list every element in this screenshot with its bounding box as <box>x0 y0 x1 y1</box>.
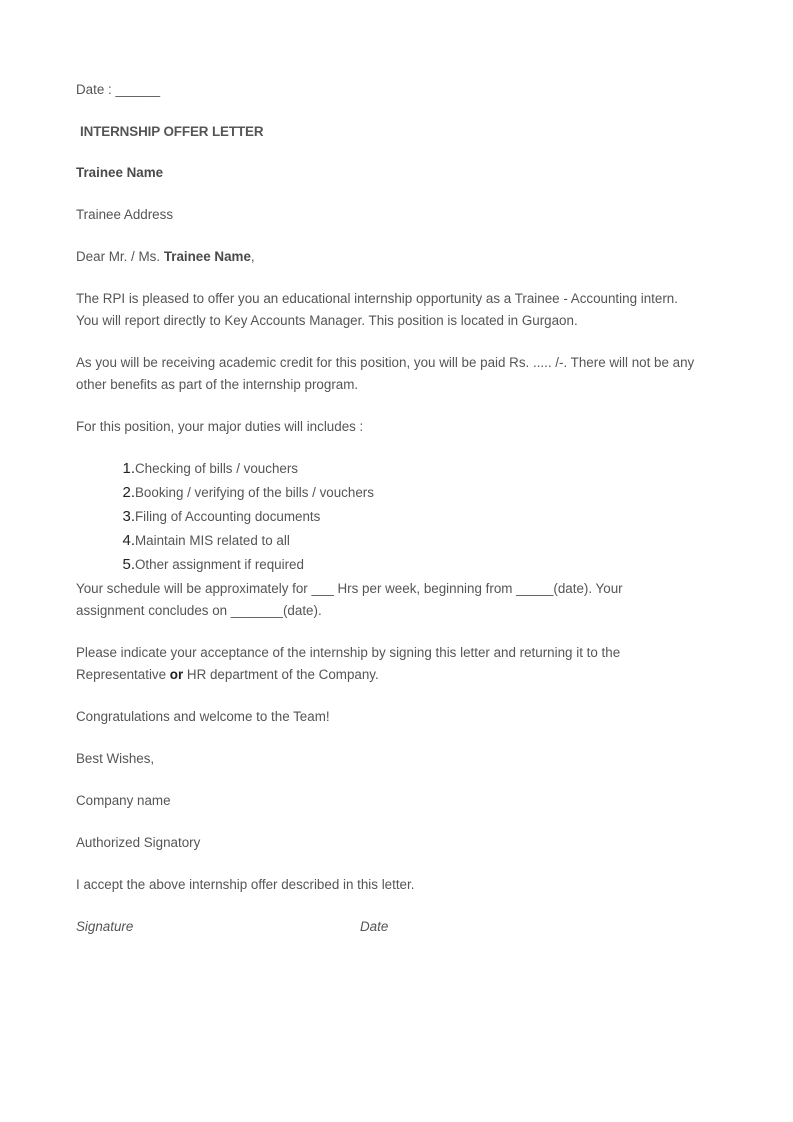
list-item-number: 5. <box>122 556 135 573</box>
date-line: Date : ______ <box>76 82 161 97</box>
acceptance-instruction-line: Please indicate your acceptance of the internship by signing this letter and returning it to the <box>76 645 621 660</box>
acceptance-or: or <box>169 667 184 682</box>
list-item-text: Maintain MIS related to all <box>135 533 290 548</box>
list-item <box>121 482 374 504</box>
list-item-number: 2. <box>122 484 135 501</box>
salutation <box>76 246 255 268</box>
acceptance-statement: I accept the above internship offer described in this letter. <box>76 877 415 892</box>
date-label: Date <box>360 919 389 934</box>
trainee-name: Trainee Name <box>76 165 164 180</box>
list-item-text: Checking of bills / vouchers <box>135 461 298 476</box>
congratulations: Congratulations and welcome to the Team! <box>76 709 330 724</box>
acceptance-text: Representative <box>76 667 170 682</box>
list-item <box>121 554 304 576</box>
list-item-number: 4. <box>122 532 135 549</box>
acceptance-text: HR department of the Company. <box>183 667 379 682</box>
authorized-signatory: Authorized Signatory <box>76 835 201 850</box>
list-item-text: Other assignment if required <box>135 557 304 572</box>
closing: Best Wishes, <box>76 751 155 766</box>
trainee-address: Trainee Address <box>76 207 174 222</box>
paragraph-credit-line: other benefits as part of the internship program. <box>76 377 359 392</box>
acceptance-instruction-line <box>76 664 379 686</box>
company-name: Company name <box>76 793 171 808</box>
duties-intro: For this position, your major duties will includes : <box>76 419 364 434</box>
list-item-text: Booking / verifying of the bills / vouchers <box>135 485 374 500</box>
list-item <box>121 530 290 552</box>
salutation-name: Trainee Name <box>163 249 251 264</box>
salutation-prefix: Dear Mr. / Ms. <box>76 249 161 264</box>
letter-title: INTERNSHIP OFFER LETTER <box>80 124 264 139</box>
list-item-number: 3. <box>122 508 135 525</box>
list-item <box>121 458 298 480</box>
list-item-text: Filing of Accounting documents <box>135 509 321 524</box>
paragraph-offer-line: The RPI is pleased to offer you an educational internship opportunity as a Trainee - Accounting intern. <box>76 291 678 306</box>
salutation-suffix: , <box>250 249 255 264</box>
list-item <box>121 506 320 528</box>
paragraph-credit-line: As you will be receiving academic credit for this position, you will be paid Rs. ..... /-. There will not be any <box>76 355 695 370</box>
signature-label: Signature <box>76 919 134 934</box>
schedule-line: assignment concludes on _______(date). <box>76 603 322 618</box>
paragraph-offer-line: You will report directly to Key Accounts Manager. This position is located in Gurgaon. <box>76 313 578 328</box>
schedule-line: Your schedule will be approximately for ___ Hrs per week, beginning from _____(date). Your <box>76 581 623 596</box>
list-item-number: 1. <box>122 460 135 477</box>
